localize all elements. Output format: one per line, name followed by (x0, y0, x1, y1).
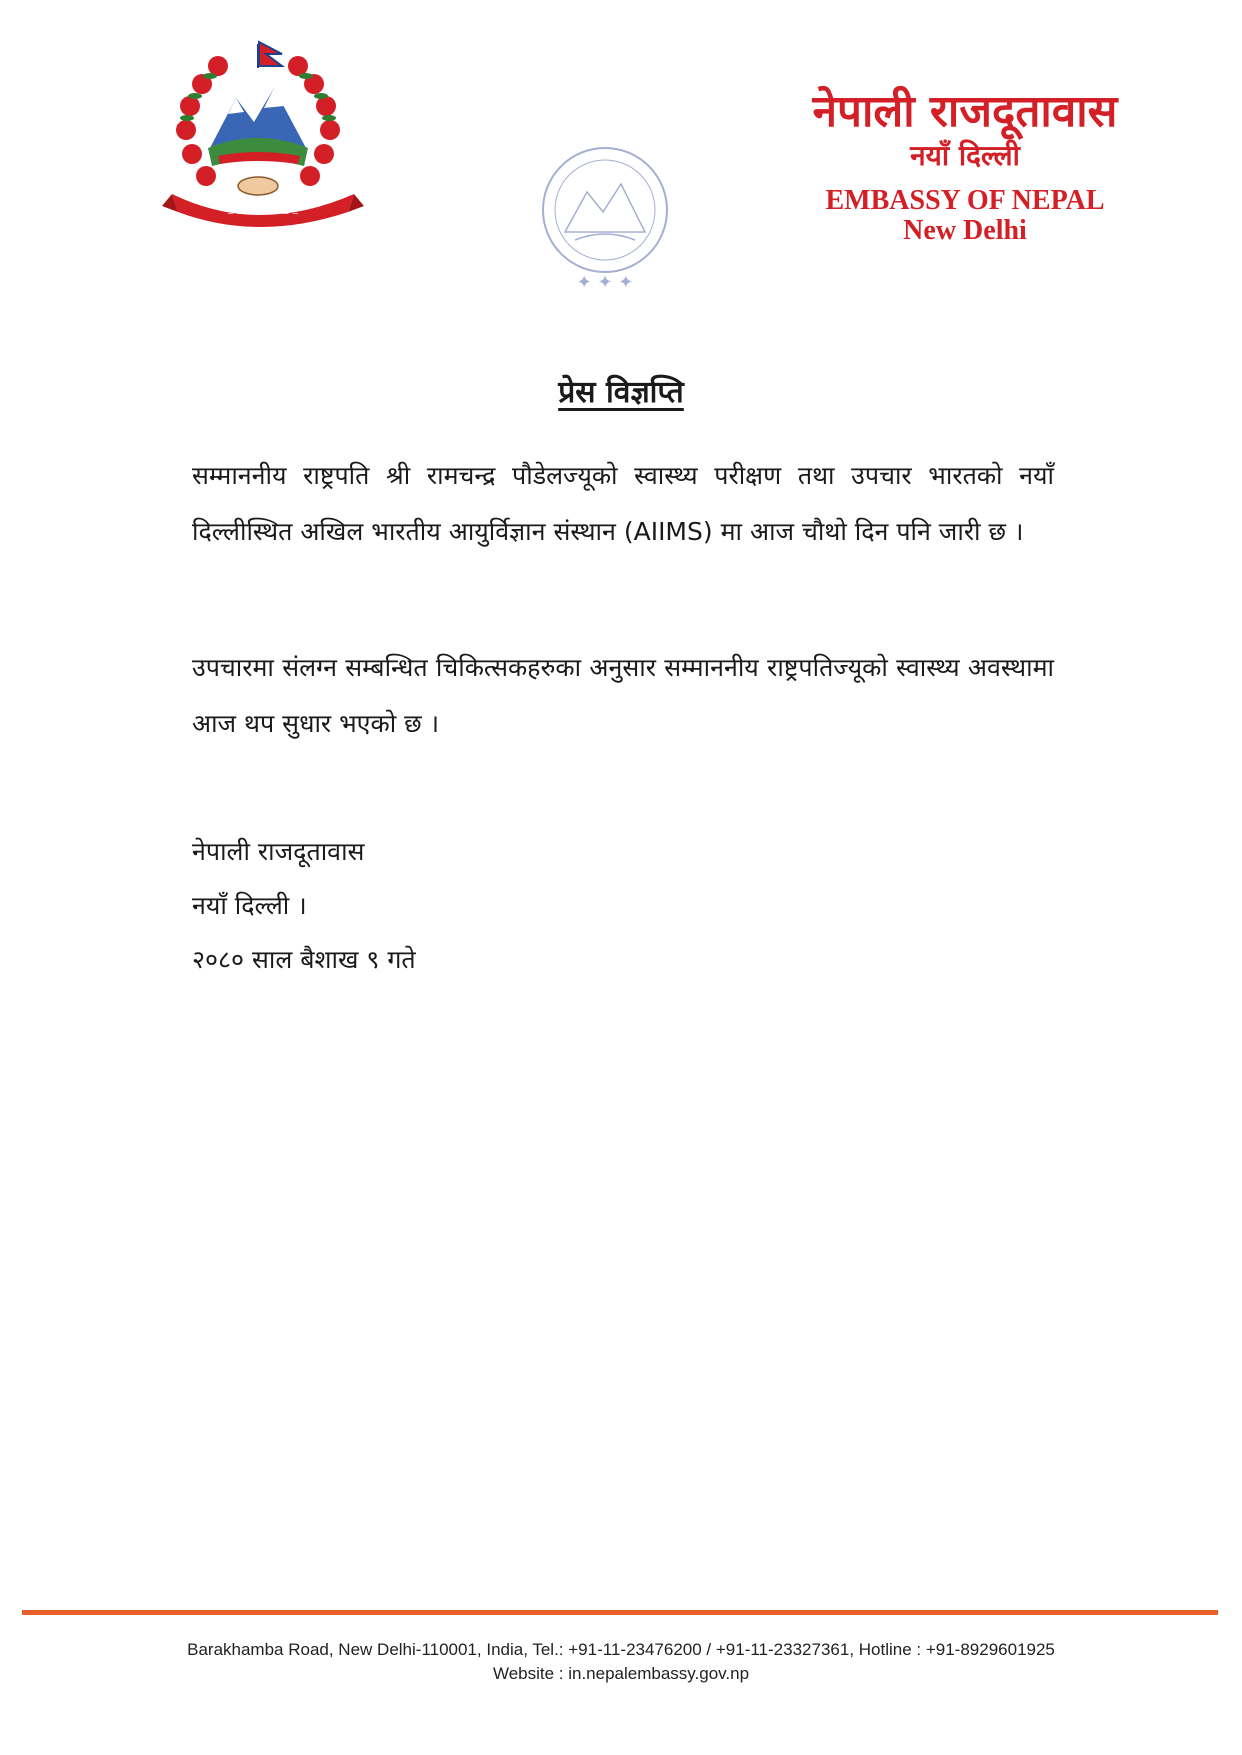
embassy-name-nepali: नेपाली राजदूतावास (812, 86, 1118, 137)
letterhead (730, 88, 1200, 247)
body-paragraph-1: सम्माननीय राष्ट्रपति श्री रामचन्द्र पौडेलज्यूको स्वास्थ्य परीक्षण तथा उपचार भारतको नयाँ दिल्लीस्थित अखिल भारतीय आयुर्विज्ञान संस्थान (AIIMS) मा आज चौथो दिन पनि जारी छ । (192, 461, 1054, 546)
page-title: प्रेस विज्ञप्ति (558, 375, 684, 410)
footer-divider (22, 1610, 1218, 1615)
signature-line: नयाँ दिल्ली । (192, 891, 307, 920)
signature-date: २०८० साल बैशाख ९ गते (192, 945, 416, 974)
embassy-stamp-icon (525, 140, 685, 325)
signature-line: नेपाली राजदूतावास (192, 837, 365, 866)
svg-text:~ ~ ~ ~ ~ ~ ~ ~: ~ ~ ~ ~ ~ ~ ~ ~ (227, 209, 299, 218)
embassy-name-english: EMBASSY OF NEPAL (825, 184, 1105, 216)
embassy-city-nepali: नयाँ दिल्ली (910, 139, 1020, 173)
nepal-coat-of-arms-icon (158, 36, 368, 236)
signature-block (192, 825, 416, 987)
body-paragraph-2: उपचारमा संलग्न सम्बन्धित चिकित्सकहरुका अनुसार सम्माननीय राष्ट्रपतिज्यूको स्वास्थ्य अवस्थामा आज थप सुधार भएको छ । (192, 653, 1054, 738)
embassy-city-english: New Delhi (903, 215, 1027, 247)
footer-address: Barakhamba Road, New Delhi-110001, India, Tel.: +91-11-23476200 / +91-11-23327361, Hotline : +91-8929601925 (187, 1640, 1055, 1659)
svg-text:✦ ✦ ✦: ✦ ✦ ✦ (576, 272, 634, 293)
footer-website: Website : in.nepalembassy.gov.np (492, 1664, 750, 1683)
footer (0, 1638, 1242, 1686)
